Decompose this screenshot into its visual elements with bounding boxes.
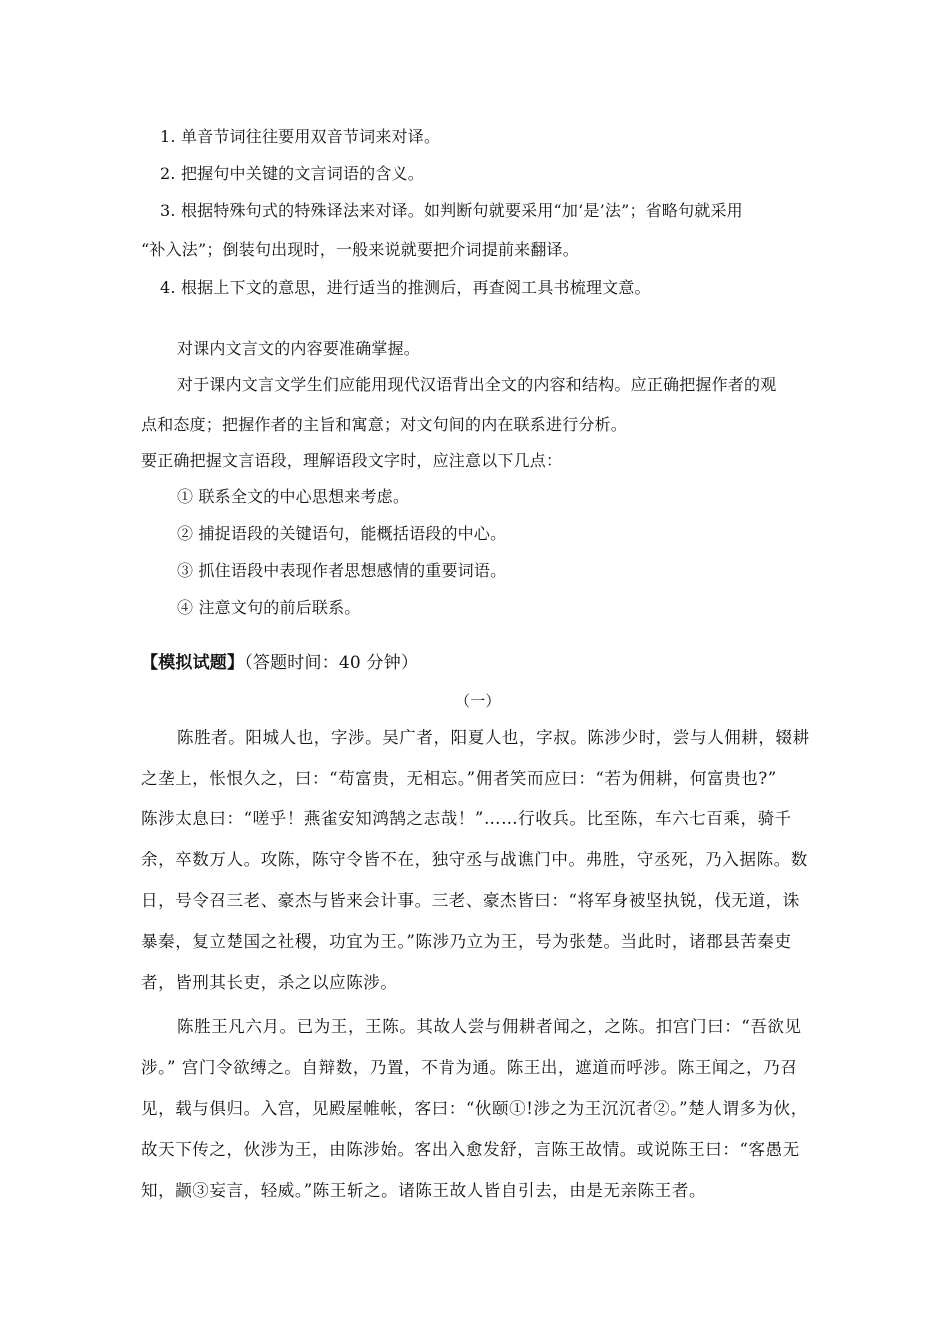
part-label: （一） bbox=[455, 692, 501, 710]
passage-1-line-2: 之垄上，怅恨久之，曰：“苟富贵，无相忘。”佣者笑而应曰：“若为佣耕，何富贵也?” bbox=[141, 769, 777, 788]
tip-item-4: 4. 根据上下文的意思，进行适当的推测后，再查阅工具书梳理文意。 bbox=[160, 278, 651, 297]
point-item-2: ② 捕捉语段的关键语句，能概括语段的中心。 bbox=[177, 524, 507, 543]
passage-2-line-3: 见，载与俱归。入宫，见殿屋帷帐，客曰：“伙颐①!涉之为王沉沉者②。”楚人谓多为伙， bbox=[141, 1099, 808, 1118]
passage-1-line-5: 日，号令召三老、豪杰与皆来会计事。三老、豪杰皆曰：“将军身被坚执锐，伐无道，诛 bbox=[141, 891, 800, 910]
passage-2-line-1: 陈胜王凡六月。已为王，王陈。其故人尝与佣耕者闻之，之陈。扣宫门曰：“吾欲见 bbox=[177, 1017, 802, 1036]
passage-1-line-1: 陈胜者。阳城人也，字涉。吴广者，阳夏人也，字叔。陈涉少时，尝与人佣耕，辍耕 bbox=[177, 728, 810, 747]
tip-item-2: 2. 把握句中关键的文言词语的含义。 bbox=[160, 164, 424, 183]
passage-2-line-5: 知，颛③妄言，轻威。”陈王斩之。诸陈王故人皆自引去，由是无亲陈王者。 bbox=[141, 1181, 707, 1200]
section-paragraph-line-2: 点和态度；把握作者的主旨和寓意；对文句间的内在联系进行分析。 bbox=[141, 415, 628, 434]
section-paragraph-line-1: 对于课内文言文学生们应能用现代汉语背出全文的内容和结构。应正确把握作者的观 bbox=[177, 375, 777, 394]
section-intro: 要正确把握文言语段，理解语段文字时，应注意以下几点： bbox=[141, 451, 563, 470]
exam-heading-title: 【模拟试题】 bbox=[141, 653, 245, 673]
passage-2-line-4: 故天下传之，伙涉为王，由陈涉始。客出入愈发舒，言陈王故情。或说陈王曰：“客愚无 bbox=[141, 1140, 800, 1159]
passage-1-line-6: 暴秦，复立楚国之社稷，功宜为王。”陈涉乃立为王，号为张楚。当此时，诸郡县苦秦吏 bbox=[141, 932, 792, 951]
exam-heading-time: （答题时间：40 分钟） bbox=[244, 653, 419, 673]
tip-item-3: 3. 根据特殊句式的特殊译法来对译。如判断句就要采用“加‘是’法”；省略句就采用 bbox=[160, 201, 743, 220]
passage-2-line-2: 涉。” 宫门令欲缚之。自辩数，乃置，不肯为通。陈王出，遮道而呼涉。陈王闻之，乃召 bbox=[141, 1058, 798, 1077]
point-item-1: ① 联系全文的中心思想来考虑。 bbox=[177, 487, 410, 506]
exam-heading bbox=[141, 652, 418, 674]
passage-1-line-3: 陈涉太息曰：“嗟乎！燕雀安知鸿鹄之志哉！”……行收兵。比至陈，车六七百乘，骑千 bbox=[141, 809, 792, 828]
point-item-4: ④ 注意文句的前后联系。 bbox=[177, 598, 361, 617]
tip-item-1: 1. 单音节词往往要用双音节词来对译。 bbox=[160, 127, 441, 146]
tip-item-3-continued: “补入法”；倒装句出现时，一般来说就要把介词提前来翻译。 bbox=[141, 240, 579, 259]
passage-1-line-7: 者，皆刑其长吏，杀之以应陈涉。 bbox=[141, 973, 398, 992]
passage-1-line-4: 余，卒数万人。攻陈，陈守令皆不在，独守丞与战谯门中。弗胜，守丞死，乃入据陈。数 bbox=[141, 850, 808, 869]
section-title: 对课内文言文的内容要准确掌握。 bbox=[177, 339, 421, 358]
point-item-3: ③ 抓住语段中表现作者思想感情的重要词语。 bbox=[177, 561, 507, 580]
